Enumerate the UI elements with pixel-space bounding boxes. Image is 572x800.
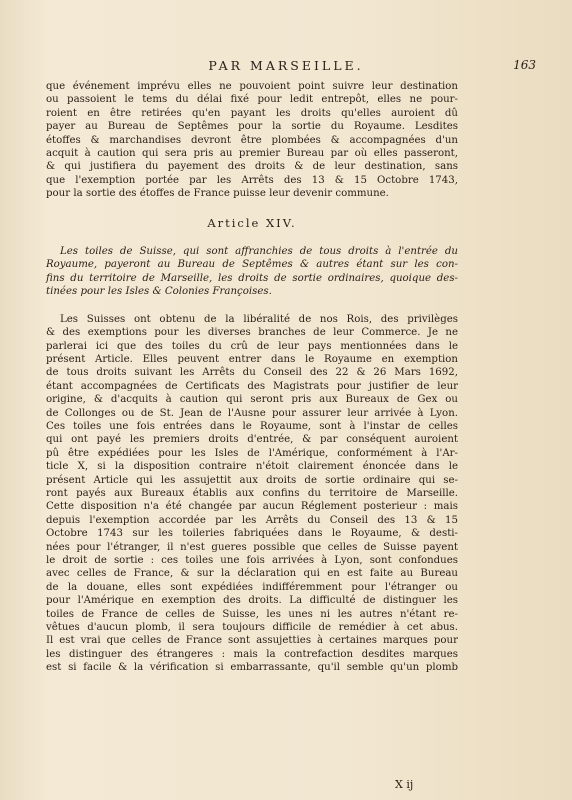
page-body <box>46 80 458 675</box>
summary-line: fins du territoire de Marseille, les droits de sortie ordinaires, quoique des- <box>46 272 458 284</box>
text-line: de la douane, elles sont expédiées indifféremment pour l'étranger ou <box>46 581 458 593</box>
text-line: ront payés aux Bureaux établis aux confins du territoire de Marseille. <box>46 487 458 499</box>
page-header <box>0 58 572 76</box>
text-line: vêtues d'aucun plomb, il sera toujours difficile de remédier à cet abus. <box>46 622 458 634</box>
text-line: & qui justifiera du payement des droits & de leur destination, sans <box>46 161 458 173</box>
text-line: ou passoient le tems du délai fixé pour ledit entrepôt, elles ne pour- <box>46 94 458 106</box>
text-line: origine, & d'acquits à caution qui seront pris aux Bureaux de Gex ou <box>46 394 458 406</box>
signature-mark: X ij <box>395 778 414 791</box>
text-line: toiles de France de celles de Suisse, les unes ni les autres n'étant re- <box>46 608 458 620</box>
text-line: Ces toiles une fois entrées dans le Royaume, sont à l'instar de celles <box>46 420 458 432</box>
text-line: acquit à caution qui sera pris au premier Bureau par où elles passeront, <box>46 148 458 160</box>
commentary-paragraph <box>46 313 458 675</box>
text-line: pû être expédiées pour les Isles de l'Amérique, conformément à l'Ar- <box>46 447 458 459</box>
text-line: parlerai ici que des toiles du crû de leur pays mentionnées dans le <box>46 340 458 352</box>
text-line: que l'exemption portée par les Arrêts des 13 & 15 Octobre 1743, <box>46 174 458 186</box>
text-line: & des exemptions pour les diverses branches de leur Commerce. Je ne <box>46 327 458 339</box>
text-line: étant accompagnées de Certificats des Magistrats pour justifier de leur <box>46 380 458 392</box>
text-line: de Collonges ou de St. Jean de l'Ausne pour assurer leur arrivée à Lyon. <box>46 407 458 419</box>
article-summary <box>46 245 458 299</box>
running-title: PAR MARSEILLE. <box>208 58 364 73</box>
text-line: avec celles de France, & sur la déclaration qui en est faite au Bureau <box>46 568 458 580</box>
page-number: 163 <box>513 58 536 72</box>
text-line: ticle X, si la disposition contraire n'étoit clairement énoncée dans le <box>46 461 458 473</box>
text-line: pour l'Amérique en exemption des droits. La difficulté de distinguer les <box>46 595 458 607</box>
text-line: Il est vrai que celles de France sont assujetties à certaines marques pour <box>46 635 458 647</box>
text-line: payer au Bureau de Septêmes pour la sortie du Royaume. Lesdites <box>46 121 458 133</box>
text-line: présent Article. Elles peuvent entrer dans le Royaume en exemption <box>46 353 458 365</box>
text-line: nées pour l'étranger, il n'est gueres possible que celles de Suisse payent <box>46 541 458 553</box>
text-line: qui ont payé les premiers droits d'entrée, & par conséquent auroient <box>46 434 458 446</box>
summary-line: tinées pour les Isles & Colonies Françoises. <box>46 286 272 298</box>
text-line: de tous droits suivant les Arrêts du Conseil des 22 & 26 Mars 1692, <box>46 367 458 379</box>
text-line: Les Suisses ont obtenu de la libéralité de nos Rois, des privilèges <box>60 313 458 325</box>
article-heading: Article XIV. <box>207 215 297 230</box>
text-line: Octobre 1743 sur les toileries fabriquées dans le Royaume, & desti- <box>46 528 458 540</box>
text-line: Cette disposition n'a été changée par aucun Réglement posterieur : mais <box>46 501 458 513</box>
text-line: que événement imprévu elles ne pouvoient point suivre leur destination <box>46 81 458 92</box>
text-line: le droit de sortie : ces toiles une fois arrivées à Lyon, sont confondues <box>46 555 458 566</box>
text-line: étoffes & marchandises devront être plombées & accompagnées d'un <box>46 134 458 146</box>
text-line: pour la sortie des étoffes de France puisse leur devenir commune. <box>46 188 389 200</box>
text-line: présent Article qui les assujettit aux droits de sortie ordinaire qui se- <box>46 474 458 486</box>
continued-paragraph <box>46 80 458 201</box>
summary-line: Royaume, payeront au Bureau de Septêmes & autres étant sur les con- <box>46 259 458 271</box>
text-line: les distinguer des étrangeres : mais la contrefaction desdites marques <box>46 648 458 660</box>
text-line: est si facile & la vérification si embarrassante, qu'il semble qu'un plomb <box>46 662 458 674</box>
text-line: roient en être retirées qu'en payant les droits qu'elles auroient dû <box>46 107 458 119</box>
summary-line: Les toiles de Suisse, qui sont affranchies de tous droits à l'entrée du <box>60 246 458 258</box>
text-line: depuis l'exemption accordée par les Arrêts du Conseil des 13 & 15 <box>46 514 458 526</box>
